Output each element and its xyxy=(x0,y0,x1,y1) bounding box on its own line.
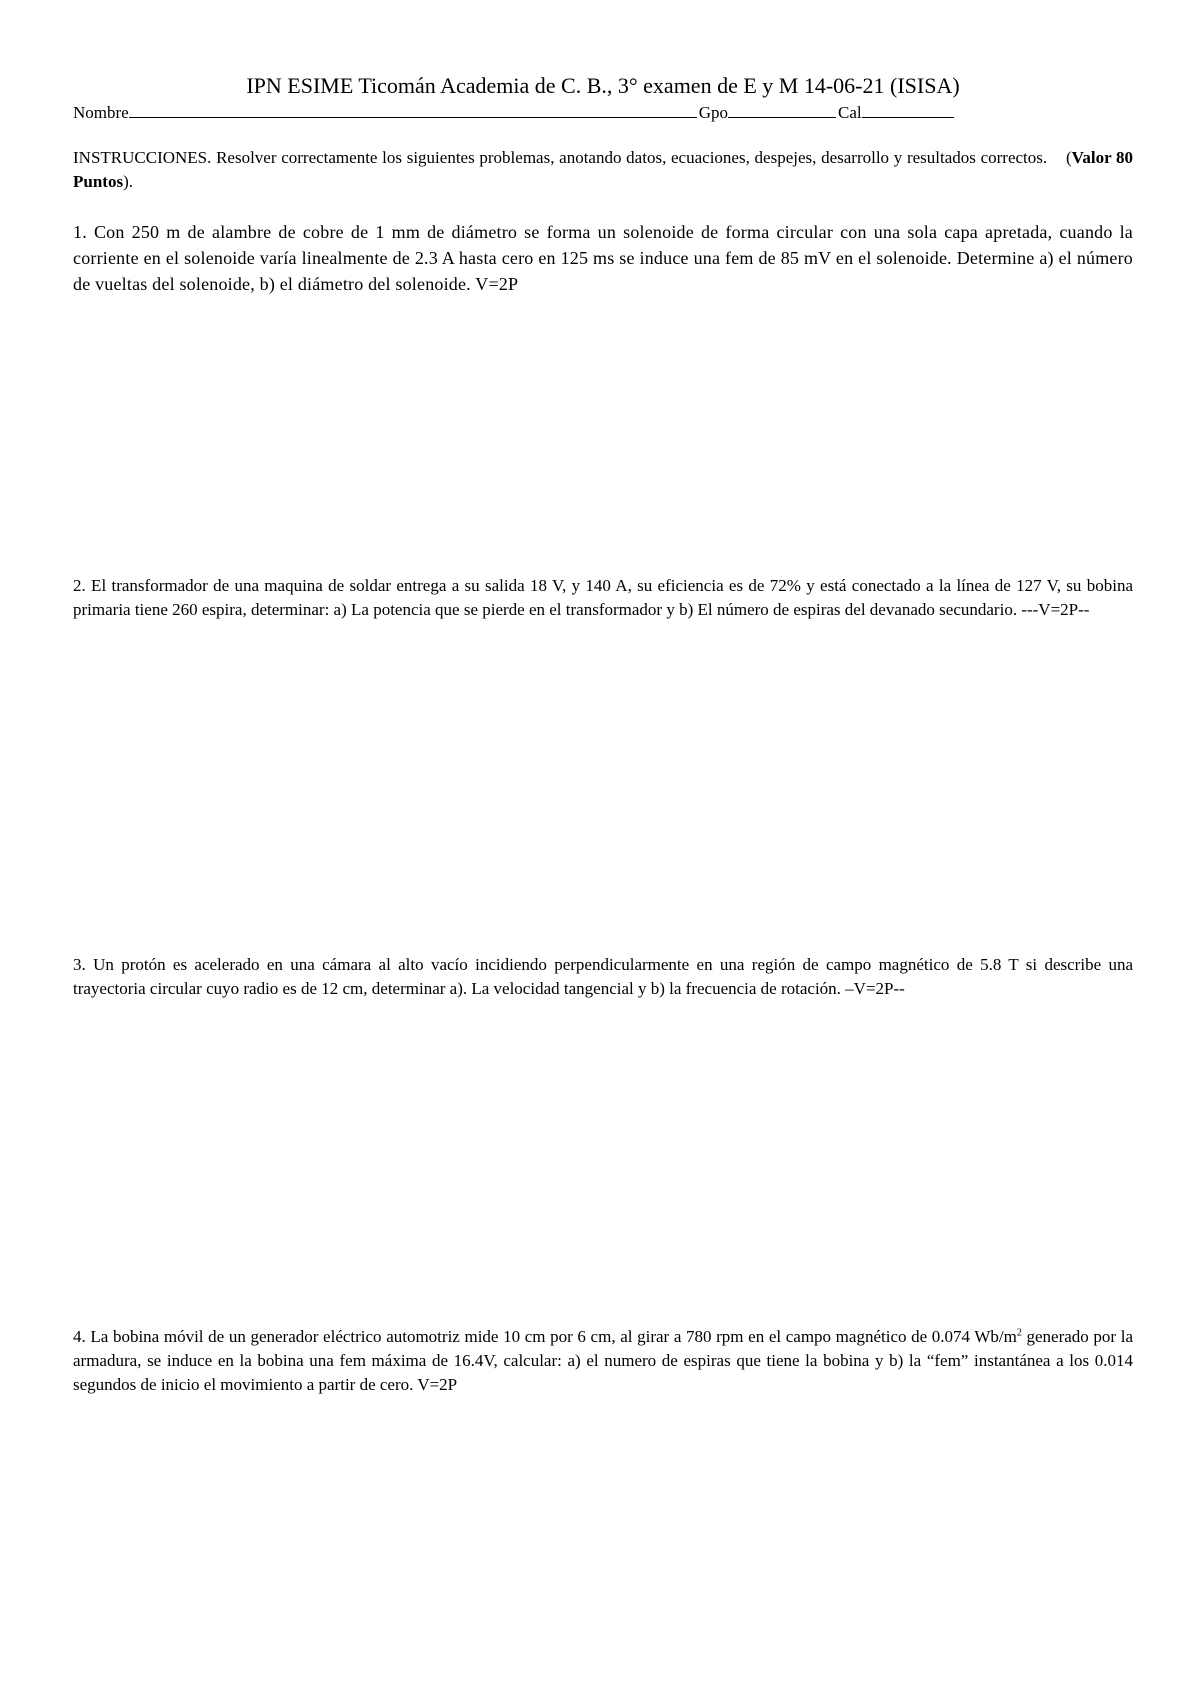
cal-label: Cal xyxy=(838,103,862,122)
instructions xyxy=(73,146,1133,194)
gpo-field[interactable] xyxy=(728,101,836,118)
problem-4-text-b: generado por la armadura, se induce en la bobina una fem máxima de 16.4V, calcular: a) el numero de espiras que tiene la bobina y b) la “fem” instantánea a los 0.014 segundos de inicio el movimiento a partir de cero. V=2P xyxy=(73,1327,1133,1394)
problem-4-text-a: 4. La bobina móvil de un generador eléctrico automotriz mide 10 cm por 6 cm, al girar a 780 rpm en el campo magnético de 0.074 Wb/m xyxy=(73,1327,1017,1346)
instructions-text: INSTRUCCIONES. Resolver correctamente los siguientes problemas, anotando datos, ecuaciones, despejes, desarrollo y resultados correctos. xyxy=(73,148,1048,167)
nombre-label: Nombre xyxy=(73,103,129,122)
cal-field[interactable] xyxy=(862,101,954,118)
gpo-label: Gpo xyxy=(698,103,728,122)
problem-4-superscript: 2 xyxy=(1016,1327,1022,1339)
problem-1: 1. Con 250 m de alambre de cobre de 1 mm de diámetro se forma un solenoide de forma circular con una sola capa apretada, cuando la corriente en el solenoide varía linealmente de 2.3 A hasta cero en 125 ms se induce una fem de 85 mV en el solenoide. Determine a) el número de vueltas del solenoide, b) el diámetro del solenoide. V=2P xyxy=(73,222,1133,294)
value-bold: Valor 80 Puntos xyxy=(73,148,1134,191)
exam-title: IPN ESIME Ticomán Academia de C. B., 3° examen de E y M 14-06-21 (ISISA) xyxy=(246,73,960,98)
problem-4 xyxy=(73,1325,1133,1397)
student-fields xyxy=(73,101,1133,124)
value-open: ( xyxy=(1065,148,1072,167)
nombre-field[interactable] xyxy=(129,101,697,118)
problem-3: 3. Un protón es acelerado en una cámara al alto vacío incidiendo perpendicularmente en una región de campo magnético de 5.8 T si describe una trayectoria circular cuyo radio es de 12 cm, determinar a). La velocidad tangencial y b) la frecuencia de rotación. –V=2P-- xyxy=(73,955,1133,998)
exam-page xyxy=(73,0,1133,1696)
problem-2: 2. El transformador de una maquina de soldar entrega a su salida 18 V, y 140 A, su eficiencia es de 72% y está conectado a la línea de 127 V, su bobina primaria tiene 260 espira, determinar: a) La potencia que se pierde en el transformador y b) El número de espiras del devanado secundario. ---V=2P-- xyxy=(73,576,1133,619)
value-close: ). xyxy=(123,172,133,191)
